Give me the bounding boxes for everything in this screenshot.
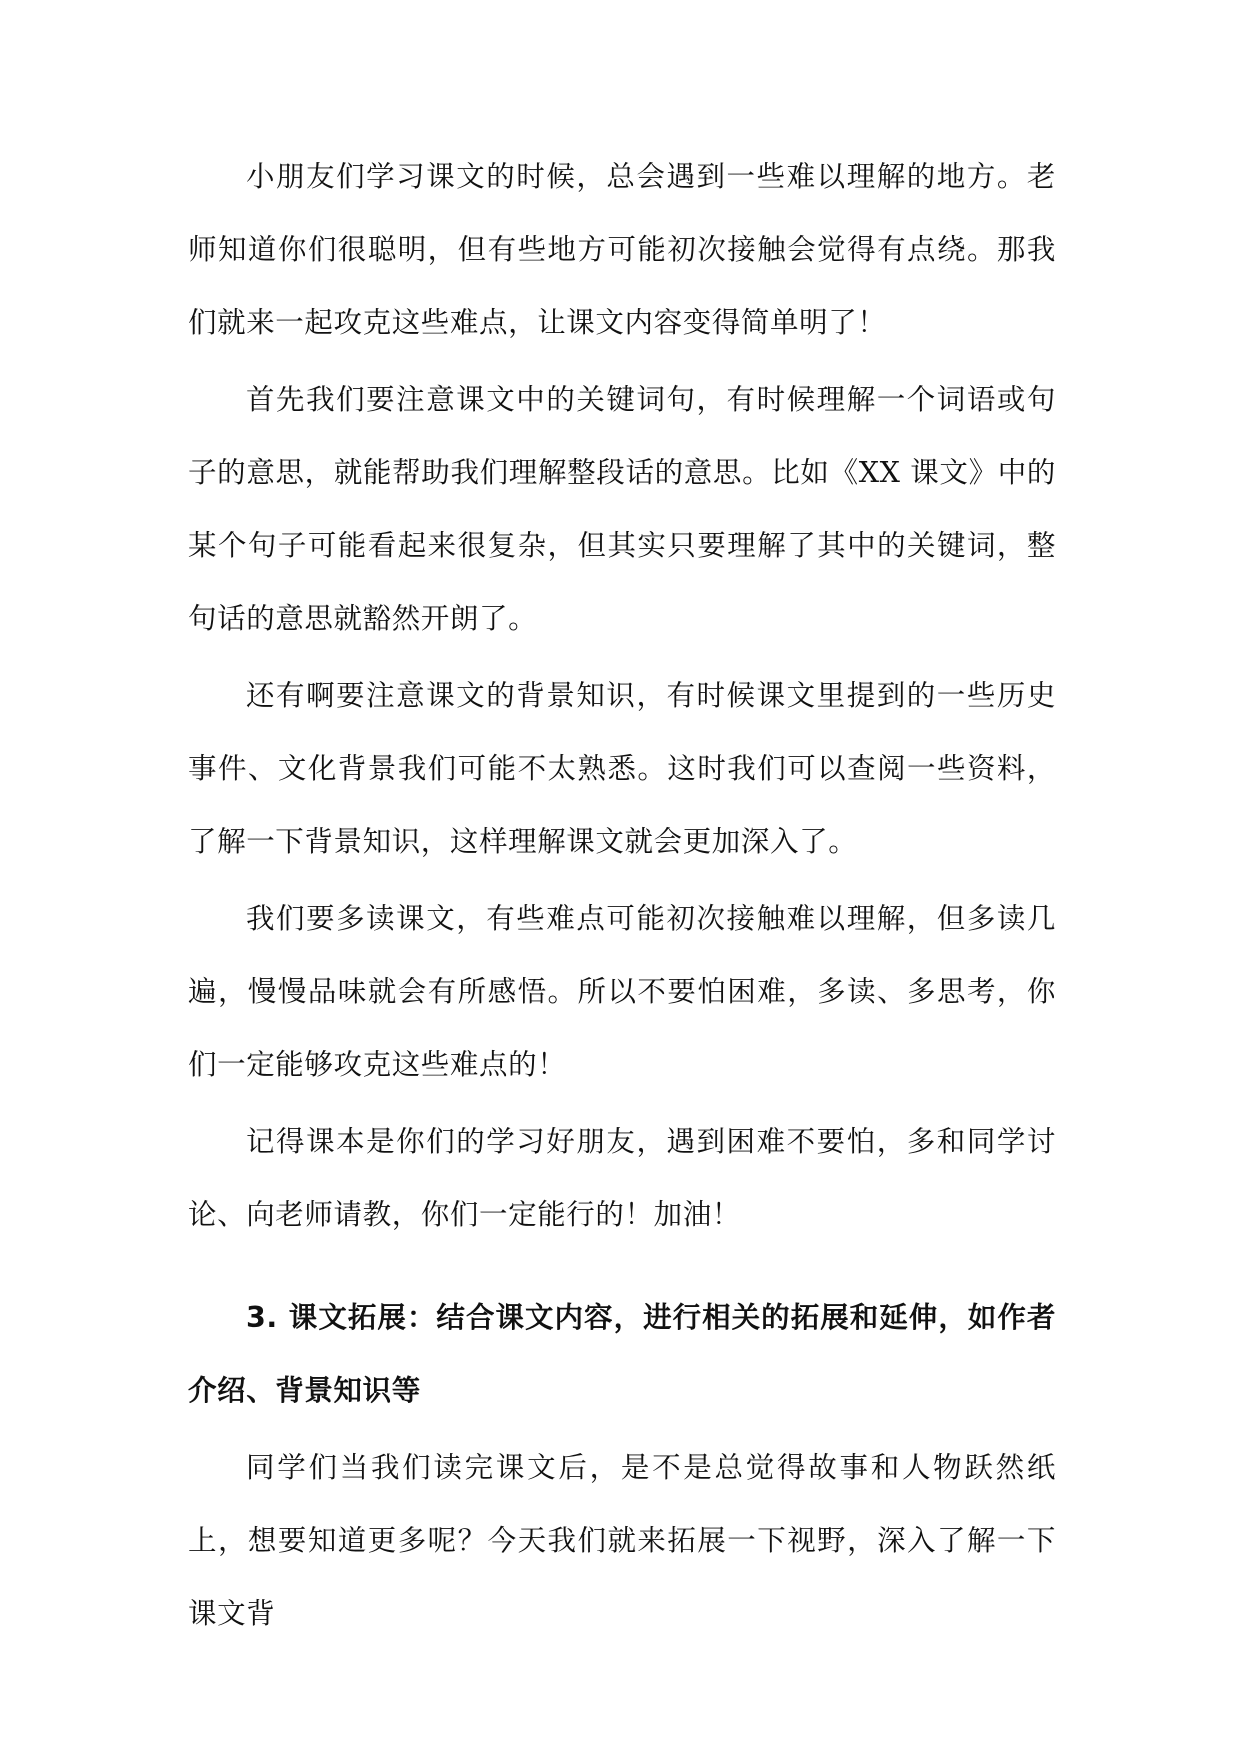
paragraph-encouragement: 记得课本是你们的学习好朋友，遇到困难不要怕，多和同学讨论、向老师请教，你们一定能行的！加油！ (188, 1125, 1056, 1231)
paragraph-background: 还有啊要注意课文的背景知识，有时候课文里提到的一些历史事件、文化背景我们可能不太熟悉。这时我们可以查阅一些资料，了解一下背景知识，这样理解课文就会更加深入了。 (188, 679, 1056, 858)
document-body (188, 140, 1056, 1654)
paragraph-intro: 小朋友们学习课文的时候，总会遇到一些难以理解的地方。老师知道你们很聪明，但有些地方可能初次接触会觉得有点绕。那我们就来一起攻克这些难点，让课文内容变得简单明了！ (188, 160, 1056, 339)
paragraph-keywords: 首先我们要注意课文中的关键词句，有时候理解一个词语或句子的意思，就能帮助我们理解整段话的意思。比如《XX 课文》中的某个句子可能看起来很复杂，但其实只要理解了其中的关键词，整句话的意思就豁然开朗了。 (188, 383, 1056, 635)
paragraph-reading: 我们要多读课文，有些难点可能初次接触难以理解，但多读几遍，慢慢品味就会有所感悟。所以不要怕困难，多读、多思考，你们一定能够攻克这些难点的！ (188, 902, 1056, 1081)
section-heading: 3. 课文拓展：结合课文内容，进行相关的拓展和延伸，如作者介绍、背景知识等 (188, 1301, 1056, 1407)
paragraph-extension: 同学们当我们读完课文后，是不是总觉得故事和人物跃然纸上，想要知道更多呢？今天我们就来拓展一下视野，深入了解一下课文背 (188, 1451, 1056, 1630)
